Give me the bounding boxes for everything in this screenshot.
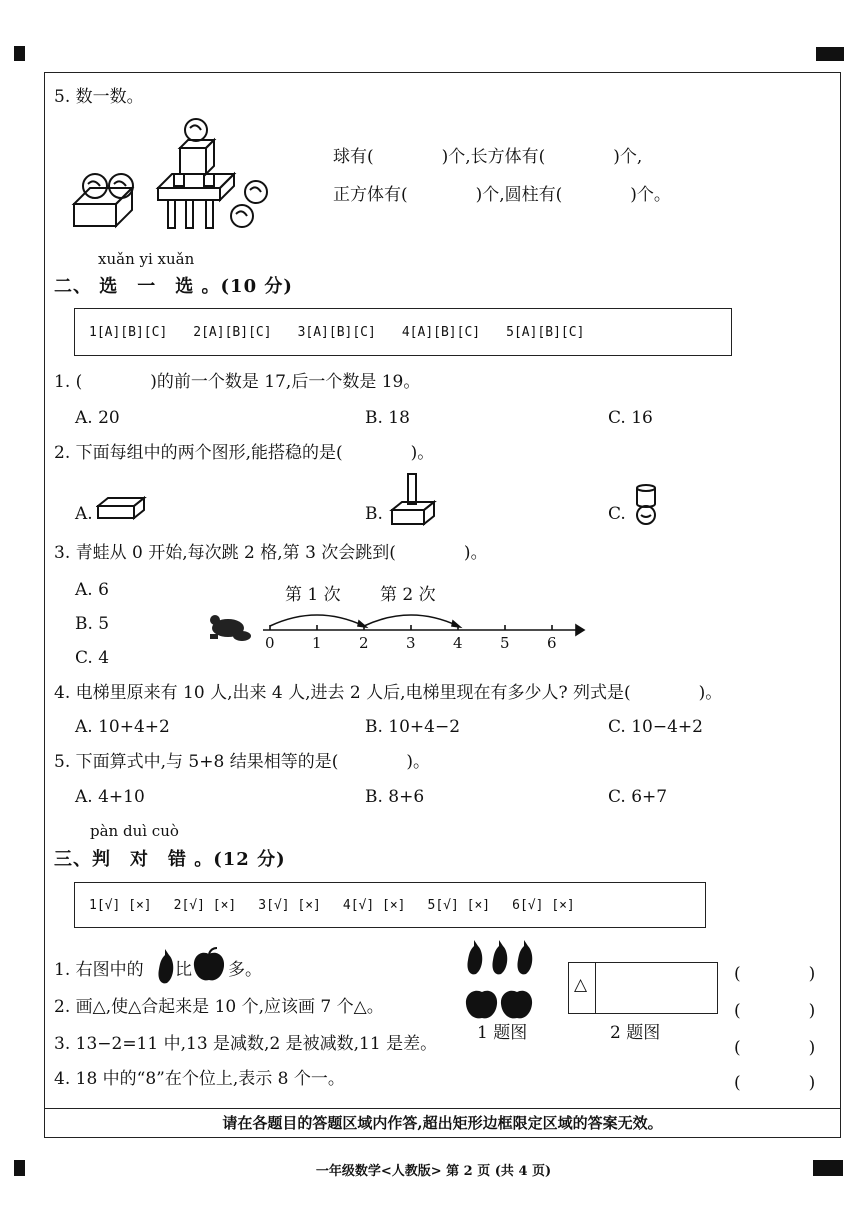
s2-q5-b: B. 8+6 xyxy=(365,787,425,807)
page-footer: 一年级数学<人教版> 第 2 页 (共 4 页) xyxy=(315,1164,552,1179)
answer-option[interactable]: 2[A][B][C] xyxy=(193,324,272,340)
frog-icon xyxy=(206,610,252,644)
answer-option[interactable]: 4[A][B][C] xyxy=(401,324,481,340)
answer-option[interactable]: 2[√] [×] xyxy=(173,897,237,913)
s2-q4-b: B. 10+4−2 xyxy=(365,717,461,737)
s2-q4-a: A. 10+4+2 xyxy=(75,717,170,737)
answer-option[interactable]: 3[A][B][C] xyxy=(297,324,376,340)
s3-q3: 3. 13−2=11 中,13 是减数,2 是被减数,11 是差。 xyxy=(54,1034,438,1054)
apple-icon xyxy=(192,946,226,982)
tick-label: 4 xyxy=(453,634,463,652)
s2-q1-stem: 1. ( )的前一个数是 17,后一个数是 19。 xyxy=(54,372,421,392)
s2-q1-c: C. 16 xyxy=(608,408,653,428)
s2-q1-a: A. 20 xyxy=(75,408,120,428)
s2-q2-stem: 2. 下面每组中的两个图形,能搭稳的是( )。 xyxy=(54,443,435,463)
s2-q5-c: C. 6+7 xyxy=(608,787,668,807)
section2-pinyin: xuǎn yi xuǎn xyxy=(98,250,195,268)
registration-mark xyxy=(816,47,844,61)
answer-option[interactable]: 3[√] [×] xyxy=(258,897,321,913)
registration-mark xyxy=(14,46,25,61)
s2-q4-c: C. 10−4+2 xyxy=(608,717,703,737)
cylinder-on-ball-icon xyxy=(632,482,662,526)
answer-option[interactable]: 6[√] [×] xyxy=(512,897,575,913)
s2-q2-b: B. xyxy=(365,504,383,524)
notice-bar: 请在各题目的答题区域内作答,超出矩形边框限定区域的答案无效。 xyxy=(44,1108,841,1138)
eggplants-and-apples-figure xyxy=(462,938,538,1022)
triangle-divider xyxy=(595,963,596,1013)
q5-line1: 球有( )个,长方体有( )个, xyxy=(333,147,643,167)
answer-option[interactable]: 1[√] [×] xyxy=(89,897,152,913)
s2-q4-stem: 4. 电梯里原来有 10 人,出来 4 人,进去 2 人后,电梯里现在有多少人? 列式是( )。 xyxy=(54,683,723,703)
answer-paren[interactable]: ( ) xyxy=(734,964,816,984)
s2-q2-a: A. xyxy=(75,504,93,524)
answer-paren[interactable]: ( ) xyxy=(734,1001,816,1021)
cylinder-on-cuboid-icon xyxy=(388,472,438,526)
section3-title: 三、判 对 错 。(12 分) xyxy=(54,849,286,870)
triangle-glyph: △ xyxy=(574,975,588,995)
triangle-box xyxy=(568,962,718,1014)
answer-option[interactable]: 5[A][B][C] xyxy=(506,324,585,340)
tick-label: 0 xyxy=(265,634,275,652)
section3-answer-box xyxy=(74,882,706,928)
s2-q5-stem: 5. 下面算式中,与 5+8 结果相等的是( )。 xyxy=(54,752,430,772)
tick-label: 2 xyxy=(359,634,369,652)
s3-q1-part1: 1. 右图中的 xyxy=(54,960,144,980)
s2-q3-c: C. 4 xyxy=(75,648,110,668)
s2-q3-b: B. 5 xyxy=(75,614,110,634)
q5-title: 5. 数一数。 xyxy=(54,87,144,107)
s2-q3-a: A. 6 xyxy=(75,580,109,600)
fig2-caption: 2 题图 xyxy=(610,1023,661,1043)
answer-option[interactable]: 4[√] [×] xyxy=(342,897,406,913)
s2-q5-a: A. 4+10 xyxy=(75,787,145,807)
jump1-label: 第 1 次 xyxy=(285,585,341,605)
section2-title: 二、 选 一 选 。(10 分) xyxy=(54,276,293,297)
jump2-label: 第 2 次 xyxy=(380,585,436,605)
section2-answer-box xyxy=(74,308,732,356)
tick-label: 1 xyxy=(312,634,322,652)
answer-option[interactable]: 1[A][B][C] xyxy=(89,324,168,340)
s3-q2: 2. 画△,使△合起来是 10 个,应该画 7 个△。 xyxy=(54,997,384,1017)
q5-line2: 正方体有( )个,圆柱有( )个。 xyxy=(333,185,671,205)
s2-q1-b: B. 18 xyxy=(365,408,410,428)
s3-q4: 4. 18 中的“8”在个位上,表示 8 个一。 xyxy=(54,1069,345,1089)
answer-option[interactable]: 5[√] [×] xyxy=(427,897,491,913)
number-line xyxy=(258,602,588,652)
fig1-caption: 1 题图 xyxy=(477,1023,528,1043)
tick-label: 3 xyxy=(406,634,416,652)
s2-q3-stem: 3. 青蛙从 0 开始,每次跳 2 格,第 3 次会跳到( )。 xyxy=(54,543,488,563)
s2-q2-c: C. xyxy=(608,504,626,524)
eggplant-icon xyxy=(154,947,176,985)
section3-pinyin: pàn duì cuò xyxy=(90,822,179,840)
tick-label: 6 xyxy=(547,634,557,652)
tick-label: 5 xyxy=(500,634,510,652)
solids-illustration xyxy=(70,118,280,230)
answer-paren[interactable]: ( ) xyxy=(734,1073,816,1093)
answer-paren[interactable]: ( ) xyxy=(734,1038,816,1058)
s3-q1-part3: 多。 xyxy=(228,960,262,980)
cuboid-on-cuboid-icon xyxy=(96,494,148,522)
s3-q1-part2: 比 xyxy=(175,960,192,980)
